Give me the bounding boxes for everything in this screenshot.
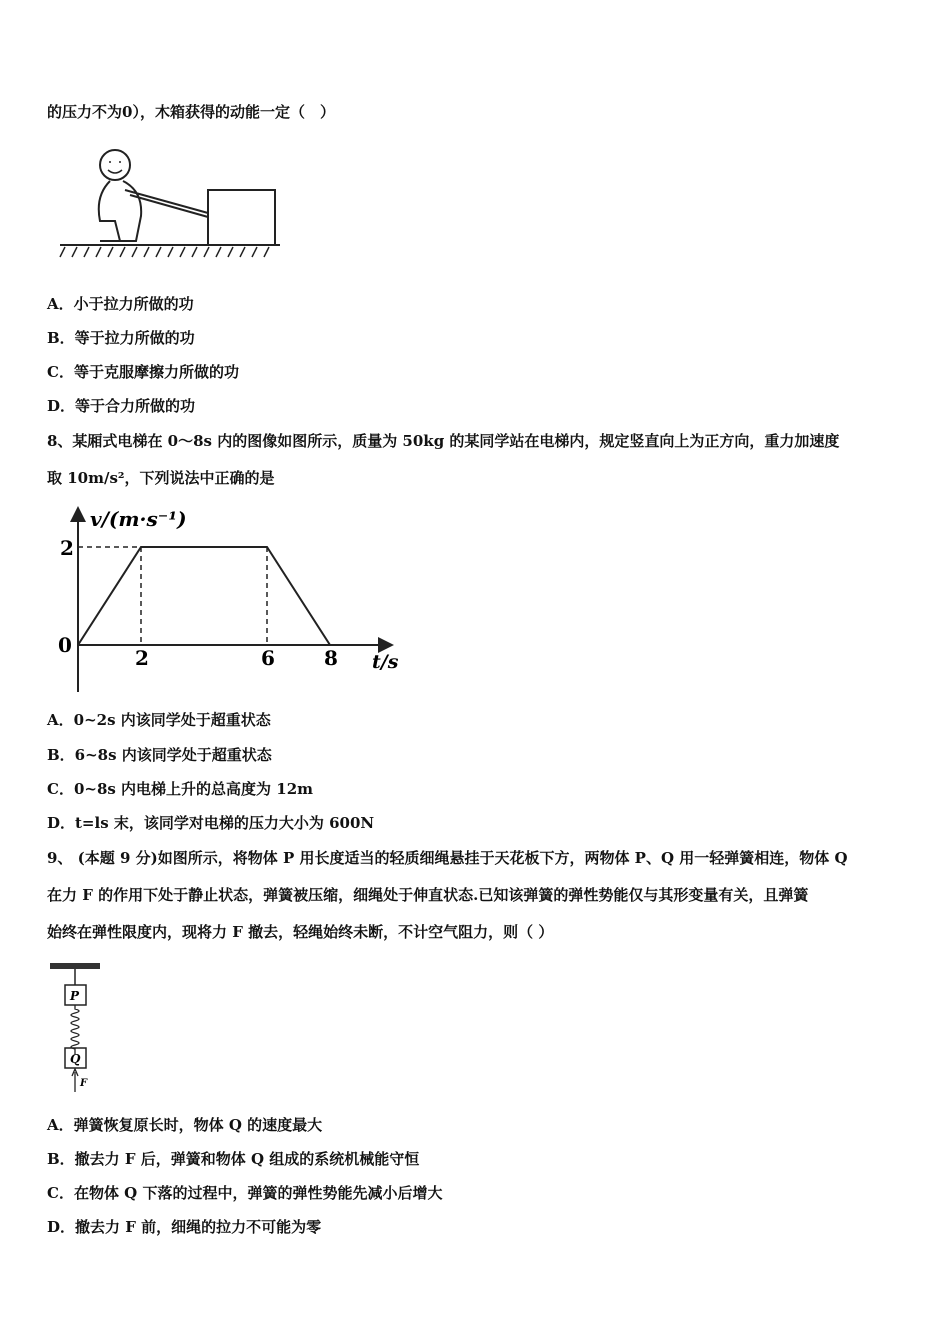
- q7-option-a: A．小于拉力所做的功: [47, 295, 194, 313]
- y-tick-label: 2: [60, 536, 74, 560]
- q8-stem-line1: 8、某厢式电梯在 0～8s 内的图像如图所示，质量为 50kg 的某同学站在电梯内，规定竖直向上为正方向，重力加速度: [47, 432, 840, 450]
- label-p: P: [70, 989, 80, 1003]
- q8-option-a: A．0~2s 内该同学处于超重状态: [47, 711, 271, 729]
- q8-option-d: D．t=ls 末，该同学对电梯的压力大小为 600N: [47, 814, 375, 832]
- q9-stem-line3: 始终在弹性限度内，现将力 F 撤去，轻绳始终未断，不计空气阻力，则（ ）: [47, 923, 554, 941]
- q9-option-a: A．弹簧恢复原长时，物体 Q 的速度最大: [47, 1116, 323, 1134]
- q8-option-c: C．0~8s 内电梯上升的总高度为 12m: [47, 780, 314, 798]
- x-tick-label: 8: [324, 646, 338, 670]
- q9-stem-line1: 9、 (本题 9 分)如图所示，将物体 P 用长度适当的轻质细绳悬挂于天花板下方，两物体 P、Q 用一轻弹簧相连，物体 Q: [47, 849, 848, 867]
- q7-stem: 的压力不为0），木箱获得的动能一定（ ）: [47, 103, 335, 121]
- vt-graph: [50, 500, 410, 695]
- spring-figure: [48, 960, 118, 1095]
- q9-option-d: D．撤去力 F 前，细绳的拉力不可能为零: [47, 1218, 322, 1236]
- label-q: Q: [70, 1052, 81, 1066]
- x-tick-label: 6: [261, 646, 275, 670]
- q7-option-d: D．等于合力所做的功: [47, 397, 196, 415]
- q8-stem-line2: 取 10m/s²，下列说法中正确的是: [47, 469, 275, 487]
- y-axis-label: v/(m·s⁻¹): [90, 507, 187, 531]
- label-f: F: [80, 1078, 88, 1089]
- x-axis-label: t/s: [372, 651, 399, 673]
- q9-stem-line2: 在力 F 的作用下处于静止状态，弹簧被压缩，细绳处于伸直状态.已知该弹簧的弹性势能仅与其形变量有关，且弹簧: [47, 886, 809, 904]
- q7-option-b: B．等于拉力所做的功: [47, 329, 195, 347]
- q9-option-c: C．在物体 Q 下落的过程中，弹簧的弹性势能先减小后增大: [47, 1184, 443, 1202]
- q7-option-c: C．等于克服摩擦力所做的功: [47, 363, 239, 381]
- velocity-line: [78, 547, 330, 645]
- pulling-box-figure: [55, 145, 290, 275]
- x-tick-label: 0: [58, 633, 72, 657]
- q9-option-b: B．撤去力 F 后，弹簧和物体 Q 组成的系统机械能守恒: [47, 1150, 420, 1168]
- x-tick-label: 2: [135, 646, 149, 670]
- q8-option-b: B．6~8s 内该同学处于超重状态: [47, 746, 272, 764]
